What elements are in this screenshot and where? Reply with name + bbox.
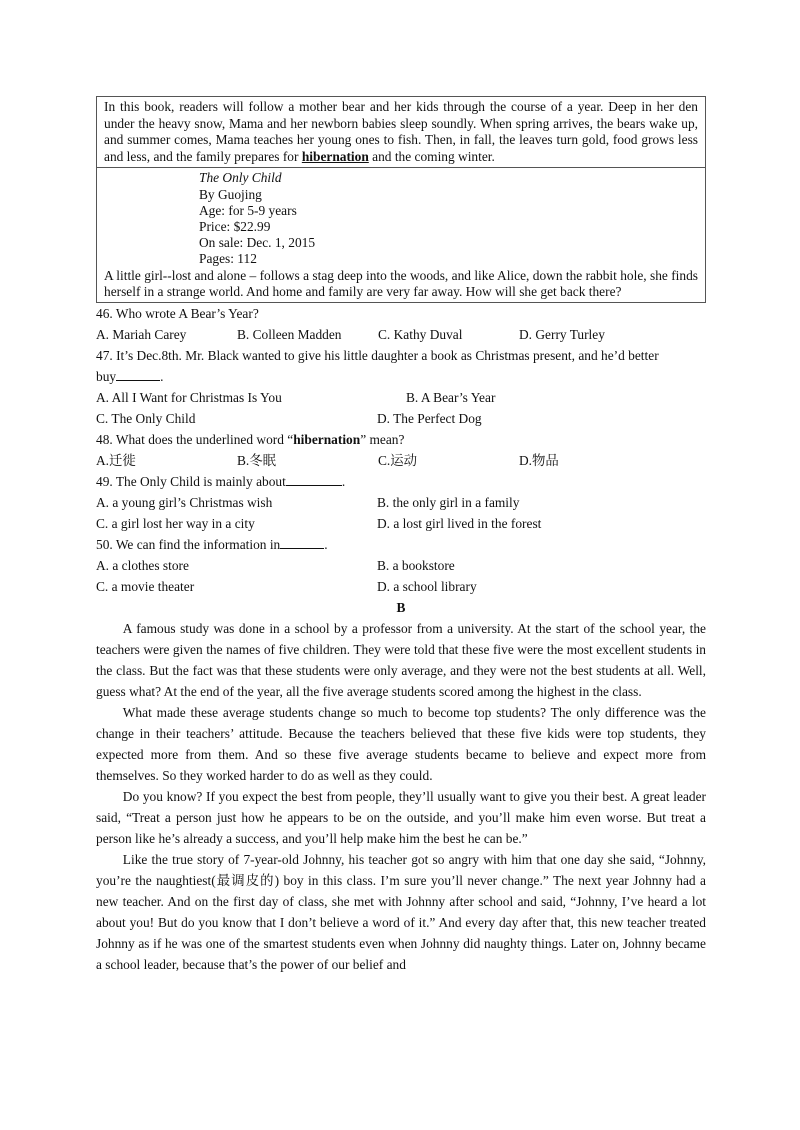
book-table	[96, 96, 706, 303]
book2-pages: Pages: 112	[199, 251, 257, 267]
question-49: 49. The Only Child is mainly about .	[96, 471, 706, 492]
answer-blank	[286, 471, 342, 486]
section-b-paragraph: What made these average students change so much to become top students? The only difference was the change in their teachers’ attitude. Because the teachers believed that these five kids were top students, they expected more from them. And so these five average students became to believe and expect more from themselves. So they worked harder to do as well as they could.	[96, 704, 706, 783]
question-49-options-2	[96, 513, 706, 534]
book2-on-sale: On sale: Dec. 1, 2015	[199, 235, 316, 251]
answer-blank	[116, 366, 160, 381]
option-c: C. Kathy Duval	[378, 326, 463, 342]
book2-description: A little girl--lost and alone – follows a stag deep into the woods, and like Alice, down the rabbit hole, she finds herself in a strange world. And home and family are very far away. How will she get back there?	[104, 267, 698, 299]
question-47-options-2	[96, 408, 706, 429]
question-47: 47. It’s Dec.8th. Mr. Black wanted to give his little daughter a book as Christmas present, and he’d better	[96, 347, 659, 363]
question-49-options-1	[96, 492, 706, 513]
option-d: D. a school library	[377, 578, 477, 594]
option-b: B. a bookstore	[377, 557, 455, 573]
answer-blank	[280, 534, 324, 549]
question-50-options-1	[96, 555, 706, 576]
option-a: A. a young girl’s Christmas wish	[96, 494, 273, 510]
book2-cell	[97, 168, 705, 302]
option-a: A. All I Want for Christmas Is You	[96, 389, 282, 405]
question-48-options	[96, 450, 706, 471]
underlined-word: hibernation	[301, 148, 369, 164]
question-47-options-1	[96, 387, 706, 408]
option-c: C. The Only Child	[96, 410, 196, 426]
section-b-paragraph: Like the true story of 7-year-old Johnny, his teacher got so angry with him that one day she said, “Johnny, you’re the naughtiest(最调皮的) boy in this class. I’m sure you’ll never change.” The next year Johnny had a new teacher. And on the first day of class, she met with Johnny after school and said, “Johnny, I’ve heard a lot about you! But do you know that I don’t believe a word of it.” And every day after that, this new teacher treated Johnny as if he was one of the smartest students even when Johnny did naughty things. Later on, Johnny became a school leader, because that’s the power of our belief and	[96, 851, 706, 972]
option-b: B. A Bear’s Year	[406, 389, 496, 405]
section-b-paragraph: Do you know? If you expect the best from people, they’ll usually want to give you their best. A great leader said, “Treat a person just how he appears to be on the outside, and you’ll make him even worse. But treat a person like he’s already a success, and you’ll help make him the best he can be.”	[96, 788, 706, 846]
book2-author: By Guojing	[199, 186, 262, 202]
option-b: B. Colleen Madden	[237, 326, 342, 342]
option-c: C. a movie theater	[96, 578, 195, 594]
question-46-options	[96, 324, 706, 345]
question-47-cont: buy .	[96, 366, 706, 387]
exam-page	[96, 96, 706, 975]
book2-price: Price: $22.99	[199, 218, 271, 234]
question-50: 50. We can find the information in .	[96, 534, 706, 555]
option-c: C. a girl lost her way in a city	[96, 515, 255, 531]
option-a: A. a clothes store	[96, 557, 189, 573]
option-a: A. Mariah Carey	[96, 326, 187, 342]
question-46: 46. Who wrote A Bear’s Year?	[96, 305, 259, 321]
option-b: B. the only girl in a family	[377, 494, 520, 510]
option-d: D. a lost girl lived in the forest	[377, 515, 542, 531]
option-a: A.迁徙	[96, 452, 136, 468]
option-d: D.物品	[519, 452, 559, 468]
option-d: D. The Perfect Dog	[377, 410, 482, 426]
book2-age: Age: for 5-9 years	[199, 202, 297, 218]
book2-info	[199, 170, 698, 267]
option-b: B.冬眠	[237, 452, 277, 468]
option-c: C.运动	[378, 452, 418, 468]
book2-title: The Only Child	[199, 170, 282, 186]
section-b-heading: B	[396, 599, 406, 615]
book1-description: In this book, readers will follow a mother bear and her kids through the course of a year. Deep in her den under the heavy snow, Mama and her newborn babies sleep soundly. When spring arrives, the bears wake up, and summer comes, Mama teaches her young ones to fish. Then, in fall, the leaves turn gold, food grows less and less, and the family prepares for hibernation and the coming winter.	[97, 97, 705, 168]
question-48: 48. What does the underlined word “hibernation” mean?	[96, 431, 405, 447]
question-50-options-2	[96, 576, 706, 597]
option-d: D. Gerry Turley	[519, 326, 605, 342]
section-b-paragraph: A famous study was done in a school by a professor from a university. At the start of the school year, the teachers were given the names of five children. They were told that these five were the most excellent students in the class. But the fact was that these students were only average, and they were not the best students at all. Well, guess what? At the end of the year, all the five average students scored among the highest in the class.	[96, 620, 706, 699]
